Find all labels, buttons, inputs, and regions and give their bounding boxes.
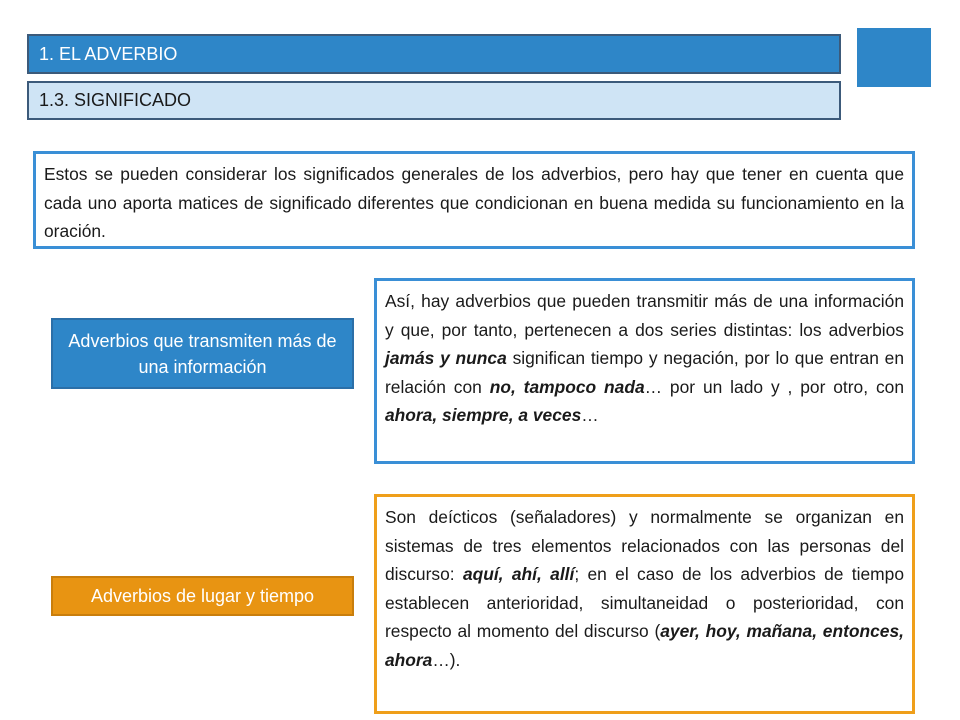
place-emphasis-ayer-hoy: ayer, hoy, mañana, entonces, ahora <box>385 621 904 670</box>
info-text-part: significan tiempo y negación, por lo que entran en relación con <box>385 348 905 397</box>
label-multiple-information <box>51 318 354 389</box>
multiple-information-text-box <box>374 278 915 464</box>
place-time-text-box <box>374 494 915 714</box>
label-place-time-text: Adverbios de lugar y tiempo <box>90 586 315 606</box>
label-multiple-information-text: Adverbios que transmiten más de una información <box>68 330 337 377</box>
section-title: 1. EL ADVERBIO <box>39 43 178 64</box>
place-text-part: Son deícticos (señaladores) y normalmente se organizan en sistemas de tres elementos relacionados con las personas del discurso: <box>385 507 904 585</box>
intro-text-box <box>33 151 915 249</box>
intro-text: Estos se pueden considerar los significados generales de los adverbios, pero hay que tener en cuenta que cada uno aporta matices de significado diferentes que condicionan en buena medida su funcionamiento en la oración. <box>44 164 904 242</box>
info-text-part: Así, hay adverbios que pueden transmitir más de una información y que, por tanto, pertenecen a dos series distintas: los adverbios <box>385 291 904 340</box>
place-emphasis-aqui-ahi-alli: aquí, ahí, allí <box>462 564 575 585</box>
info-text-part: … <box>581 405 599 426</box>
decorative-corner-square <box>857 28 931 87</box>
section-title-bar <box>27 34 841 74</box>
place-text-part: ; en el caso de los adverbios de tiempo establecen anterioridad, simultaneidad o posterioridad, con respecto al momento del discurso ( <box>385 564 905 642</box>
info-emphasis-jamas-nunca: jamás y nunca <box>385 348 507 369</box>
info-emphasis-no-tampoco: no, tampoco nada <box>489 376 645 397</box>
place-text-part: …). <box>432 649 461 670</box>
info-emphasis-ahora-siempre: ahora, siempre, a veces <box>385 405 582 426</box>
subsection-title: 1.3. SIGNIFICADO <box>39 90 192 110</box>
label-place-time <box>51 576 354 616</box>
subsection-title-bar <box>27 81 841 120</box>
info-text-part: … por un lado y , por otro, con <box>644 376 904 397</box>
